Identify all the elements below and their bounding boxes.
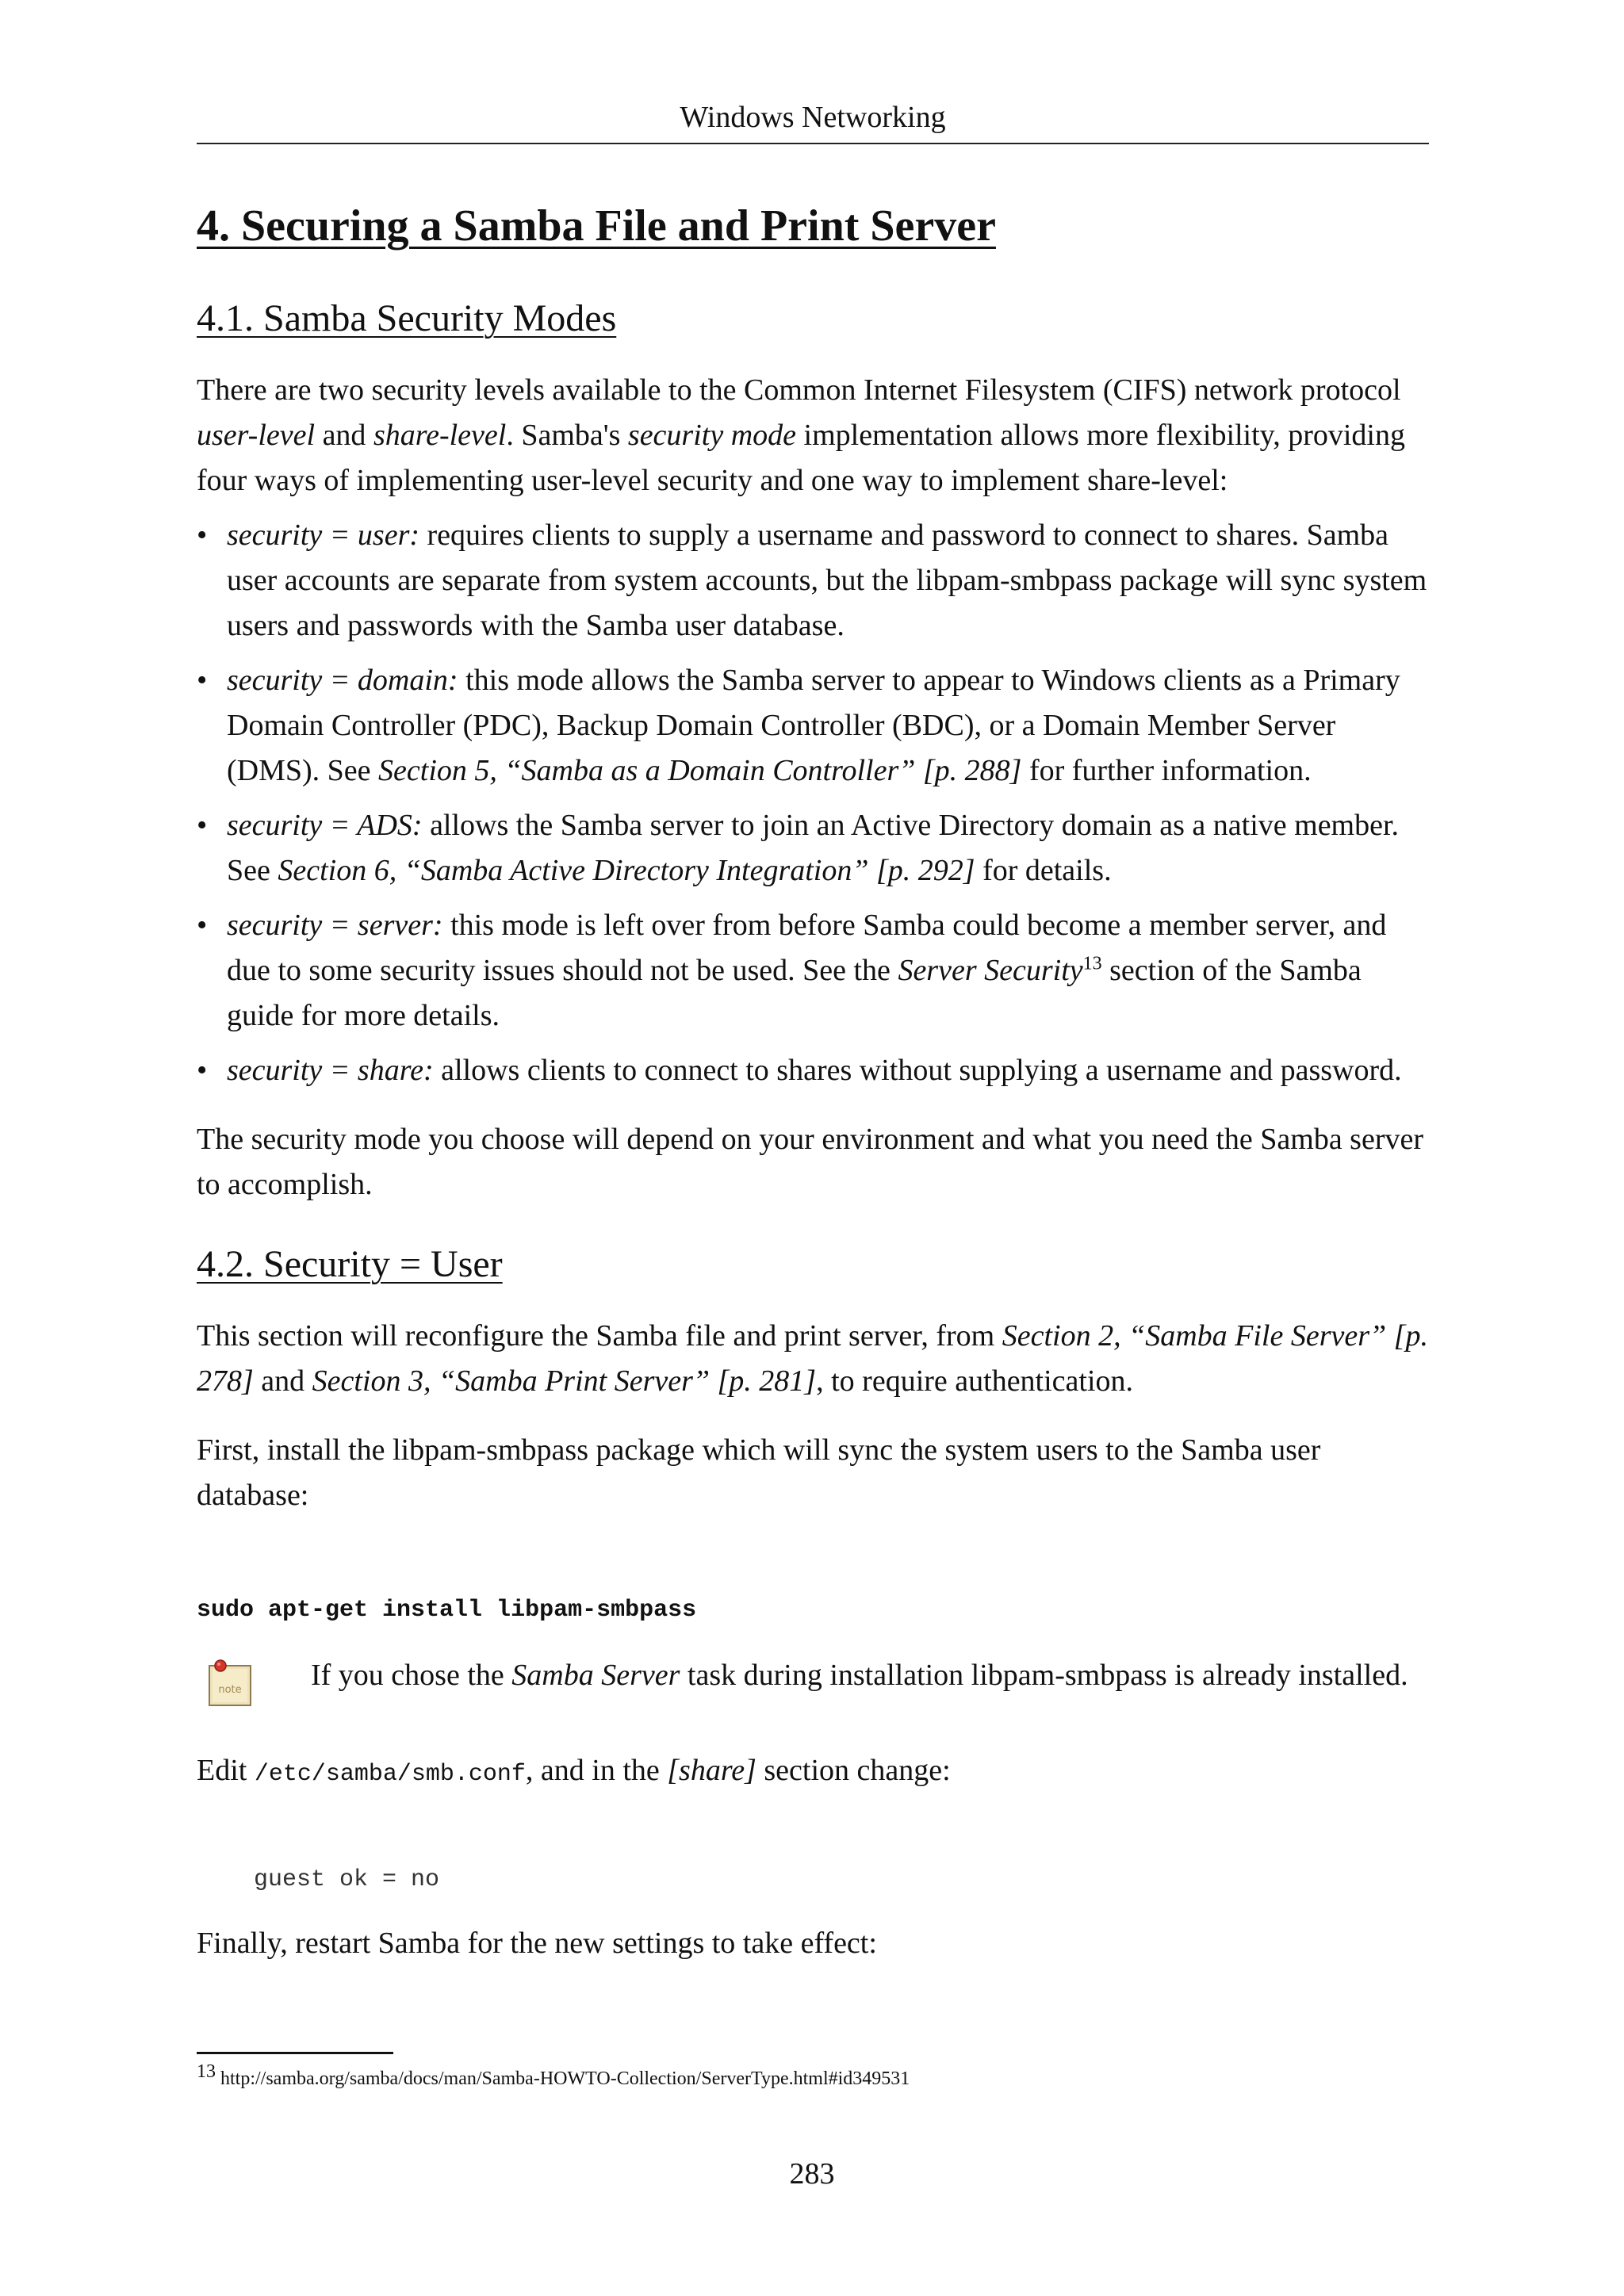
page-content <box>197 190 1429 1966</box>
subsection-title-security-modes: 4.1. Samba Security Modes <box>197 297 617 339</box>
footnote-number: 13 <box>197 2061 216 2082</box>
section-name: [share] <box>667 1754 756 1787</box>
svg-text:note: note <box>218 1684 242 1696</box>
bullet: • <box>197 809 208 842</box>
running-header: Windows Networking <box>680 101 946 134</box>
page-number: 283 <box>789 2157 835 2191</box>
footnote <box>197 2063 910 2095</box>
list-item-security-user: • security = user: requires clients to supply a username and password to connect to shares. Samba user accounts are separate from system accounts, but the libpam-smbpass package will sync system users and passwords with the Samba user database. <box>197 513 1429 649</box>
reconfigure-paragraph: This section will reconfigure the Samba file and print server, from Section 2, “Samba File Server” [p. 278] and Section 3, “Samba Print Server” [p. 281], to require authentication. <box>197 1319 1428 1398</box>
header-rule <box>197 143 1429 144</box>
cross-reference-link[interactable]: Section 5, “Samba as a Domain Controller” [p. 288] <box>378 754 1022 787</box>
server-security-link[interactable]: Server Security <box>898 954 1083 987</box>
cross-reference-link[interactable]: Section 6, “Samba Active Directory Integration” [p. 292] <box>278 854 975 887</box>
security-modes-list <box>197 513 1429 1093</box>
section-title: 4. Securing a Samba File and Print Server <box>197 201 996 251</box>
footnote-marker[interactable]: 13 <box>1082 953 1102 974</box>
bullet: • <box>197 664 208 697</box>
note-text: If you chose the Samba Server task during installation libpam-smbpass is already installed. <box>311 1659 1408 1692</box>
term: security = share: <box>227 1054 434 1087</box>
cross-reference-link[interactable]: Section 3, “Samba Print Server” [p. 281] <box>312 1364 817 1398</box>
bullet: • <box>197 1054 208 1087</box>
list-item-security-server: • security = server: this mode is left over from before Samba could become a member server, and due to some security issues should not be used. See the Server Security$^{13}$ section of the Samba guide for more details. <box>197 903 1429 1039</box>
footnote-rule <box>197 2052 393 2054</box>
note-icon <box>205 1655 255 1710</box>
list-item-security-share: • security = share: allows clients to connect to shares without supplying a username and password. <box>197 1048 1429 1093</box>
term: security = user: <box>227 519 420 552</box>
restart-paragraph: Finally, restart Samba for the new settings to take effect: <box>197 1927 877 1960</box>
term: security = domain: <box>227 664 458 697</box>
cross-reference-link[interactable]: Section 2, “Samba File Server” [p. 278] <box>197 1319 1428 1398</box>
list-item-security-ads: • security = ADS: allows the Samba server to join an Active Directory domain as a native member. See Section 6, “Samba Active Directory Integration” [p. 292] for details. <box>197 803 1429 894</box>
install-paragraph: First, install the libpam-smbpass package which will sync the system users to the Samba user database: <box>197 1433 1321 1512</box>
file-path: /etc/samba/smb.conf <box>254 1761 526 1788</box>
term: security = ADS: <box>227 809 423 842</box>
bullet: • <box>197 909 208 942</box>
subsection-title-security-user: 4.2. Security = User <box>197 1243 503 1285</box>
term: security = server: <box>227 909 443 942</box>
footnote-url[interactable]: http://samba.org/samba/docs/man/Samba-HOWTO-Collection/ServerType.html#id349531 <box>220 2068 910 2089</box>
intro-paragraph: There are two security levels available to the Common Internet Filesystem (CIFS) network protocol user-level and share-level. Samba's security mode implementation allows more flexibility, providing four ways of implementing user-level security and one way to implement share-level: <box>197 373 1405 497</box>
list-item-security-domain: • security = domain: this mode allows the Samba server to appear to Windows clients as a Primary Domain Controller (PDC), Backup Domain Controller (BDC), or a Domain Member Server (DMS). See Section 5, “Samba as a Domain Controller” [p. 288] for further information. <box>197 658 1429 794</box>
note-box <box>197 1653 1429 1724</box>
bullet: • <box>197 519 208 552</box>
closing-paragraph: The security mode you choose will depend on your environment and what you need the Samba server to accomplish. <box>197 1123 1424 1201</box>
edit-config-paragraph: Edit /etc/samba/smb.conf, and in the [share] section change: <box>197 1754 951 1788</box>
config-code-block: guest ok = no <box>254 1866 440 1893</box>
install-command: sudo apt-get install libpam-smbpass <box>197 1597 697 1624</box>
